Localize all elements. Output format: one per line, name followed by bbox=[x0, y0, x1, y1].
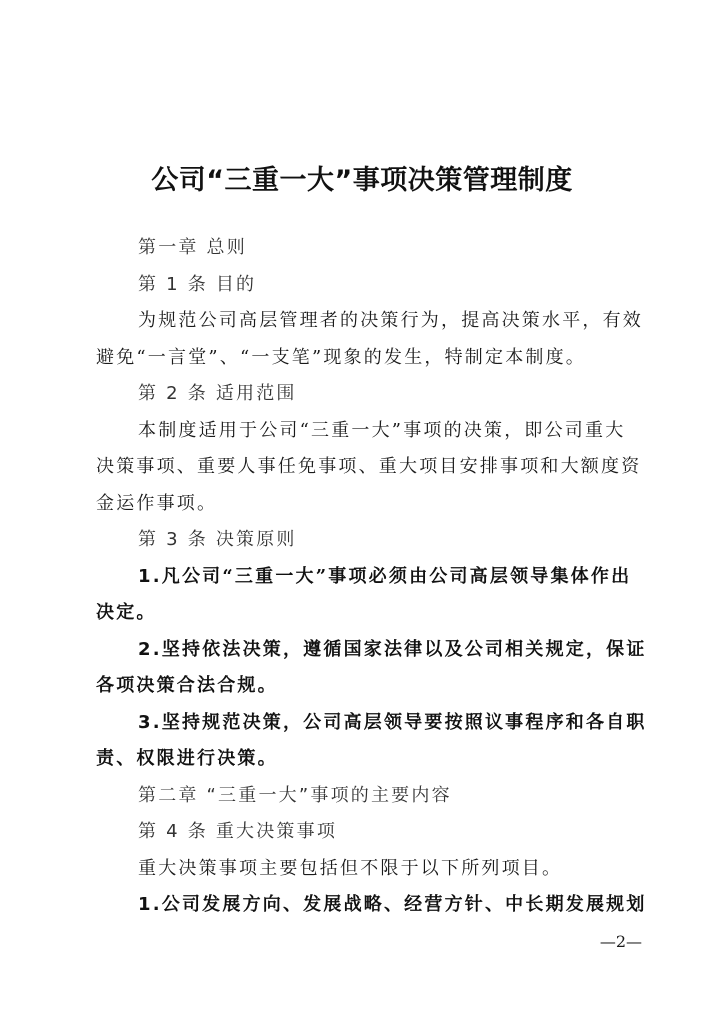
text-line bbox=[96, 230, 636, 267]
line-text: 第 2 条 适用范围 bbox=[138, 383, 297, 404]
text-line bbox=[96, 486, 636, 523]
document-body bbox=[96, 230, 647, 924]
text-line bbox=[96, 778, 636, 815]
text-line bbox=[96, 668, 636, 705]
text-line bbox=[96, 705, 647, 742]
text-line bbox=[96, 887, 647, 924]
item-number: 2. bbox=[138, 638, 162, 660]
line-text: 坚持依法决策，遵循国家法律以及公司相关规定，保证 bbox=[161, 638, 647, 660]
line-text: 为规范公司高层管理者的决策行为，提高决策水平，有效 bbox=[138, 310, 643, 331]
line-text: 各项决策合法合规。 bbox=[96, 675, 278, 696]
line-text: 避免“一言堂”、“一支笔”现象的发生，特制定本制度。 bbox=[96, 346, 587, 368]
text-line bbox=[96, 267, 636, 304]
item-number: 1. bbox=[138, 894, 162, 915]
line-text: 责、权限进行决策。 bbox=[96, 748, 278, 769]
item-number: 3. bbox=[138, 711, 162, 733]
line-text: 第 1 条 目的 bbox=[138, 273, 257, 295]
line-text: 第一章 总则 bbox=[138, 237, 247, 258]
line-text: 第 3 条 决策原则 bbox=[138, 529, 297, 550]
line-text: 决定。 bbox=[96, 602, 157, 623]
line-text: 凡公司“三重一大”事项必须由公司高层领导集体作出 bbox=[161, 565, 632, 587]
text-line bbox=[96, 595, 636, 632]
line-text: 金运作事项。 bbox=[96, 492, 218, 514]
text-line bbox=[96, 303, 643, 340]
text-line bbox=[96, 340, 636, 377]
text-line bbox=[96, 814, 636, 851]
line-text: 本制度适用于公司“三重一大”事项的决策，即公司重大 bbox=[138, 419, 626, 441]
text-line bbox=[96, 851, 636, 888]
line-text: 坚持规范决策，公司高层领导要按照议事程序和各自职 bbox=[161, 711, 647, 733]
text-line bbox=[96, 413, 636, 450]
text-line bbox=[96, 376, 636, 413]
text-line bbox=[96, 632, 647, 669]
document-title: 公司“三重一大”事项决策管理制度 bbox=[151, 165, 573, 196]
text-line bbox=[96, 449, 642, 486]
text-line bbox=[96, 741, 636, 778]
page-number: —2— bbox=[599, 932, 642, 951]
line-text: 第 4 条 重大决策事项 bbox=[138, 821, 338, 842]
line-text: 第二章 “三重一大”事项的主要内容 bbox=[138, 784, 452, 806]
item-number: 1. bbox=[138, 565, 162, 587]
line-text: 决策事项、重要人事任免事项、重大项目安排事项和大额度资 bbox=[96, 456, 642, 477]
line-text: 重大决策事项主要包括但不限于以下所列项目。 bbox=[138, 857, 563, 879]
text-line bbox=[96, 522, 636, 559]
text-line bbox=[96, 559, 636, 596]
line-text: 公司发展方向、发展战略、经营方针、中长期发展规划 bbox=[161, 894, 647, 915]
